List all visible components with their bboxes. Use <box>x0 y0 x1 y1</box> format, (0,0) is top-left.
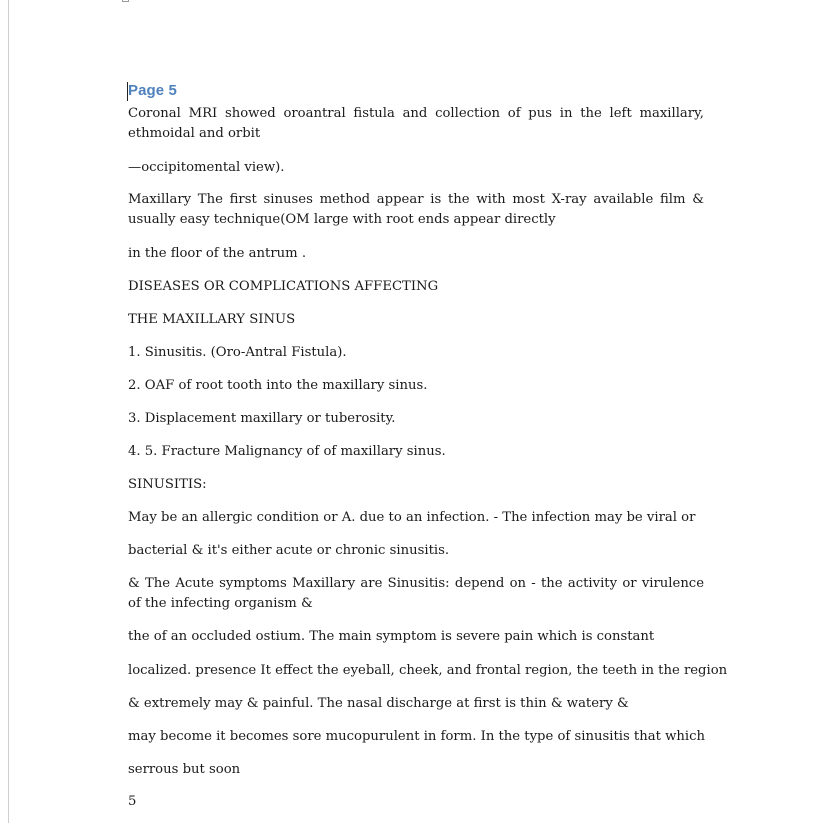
page-left-edge <box>8 0 9 823</box>
document-page[interactable] <box>128 0 728 823</box>
paragraph-nasal-discharge[interactable]: & extremely may & painful. The nasal discharge at first is thin & watery & <box>128 696 629 711</box>
paragraph-occluded-ostium[interactable]: the of an occluded ostium. The main symptom is severe pain which is constant <box>128 629 655 644</box>
paragraph-sinusitis-heading[interactable]: SINUSITIS: <box>128 477 207 492</box>
page-number: 5 <box>128 794 137 809</box>
paragraph-acute-symptoms[interactable]: & The Acute symptoms Maxillary are Sinusitis: depend on - the activity or virulence of the infecting organism & <box>128 576 704 611</box>
paragraph-occipitomental[interactable]: —occipitomental view). <box>128 160 285 175</box>
paragraph-allergic-condition[interactable]: May be an allergic condition or A. due to an infection. - The infection may be viral or <box>128 510 696 525</box>
paragraph-maxillary-sinus-heading[interactable]: THE MAXILLARY SINUS <box>128 312 296 327</box>
paragraph-mucopurulent[interactable]: may become it becomes sore mucopurulent in form. In the type of sinusitis that which <box>128 729 705 744</box>
list-item-oaf[interactable]: 2. OAF of root tooth into the maxillary sinus. <box>128 378 428 393</box>
list-item-sinusitis[interactable]: 1. Sinusitis. (Oro-Antral Fistula). <box>128 345 347 360</box>
paragraph-mri-finding[interactable]: Coronal MRI showed oroantral fistula and collection of pus in the left maxillary, ethmoidal and orbit <box>128 106 704 141</box>
paragraph-diseases-heading[interactable]: DISEASES OR COMPLICATIONS AFFECTING <box>128 279 439 294</box>
paragraph-antrum-floor[interactable]: in the floor of the antrum . <box>128 246 307 261</box>
paragraph-serrous[interactable]: serrous but soon <box>128 762 241 777</box>
list-item-displacement[interactable]: 3. Displacement maxillary or tuberosity. <box>128 411 396 426</box>
paragraph-maxillary-xray[interactable]: Maxillary The first sinuses method appear is the with most X-ray available film & usually easy technique(OM large with root ends appear directly <box>128 192 704 227</box>
page-heading[interactable]: Page 5 <box>128 82 177 99</box>
list-item-fracture-malignancy[interactable]: 4. 5. Fracture Malignancy of of maxillary sinus. <box>128 444 446 459</box>
paragraph-bacterial[interactable]: bacterial & it's either acute or chronic sinusitis. <box>128 543 450 558</box>
paragraph-localized[interactable]: localized. presence It effect the eyeball, cheek, and frontal region, the teeth in the region <box>128 663 728 678</box>
